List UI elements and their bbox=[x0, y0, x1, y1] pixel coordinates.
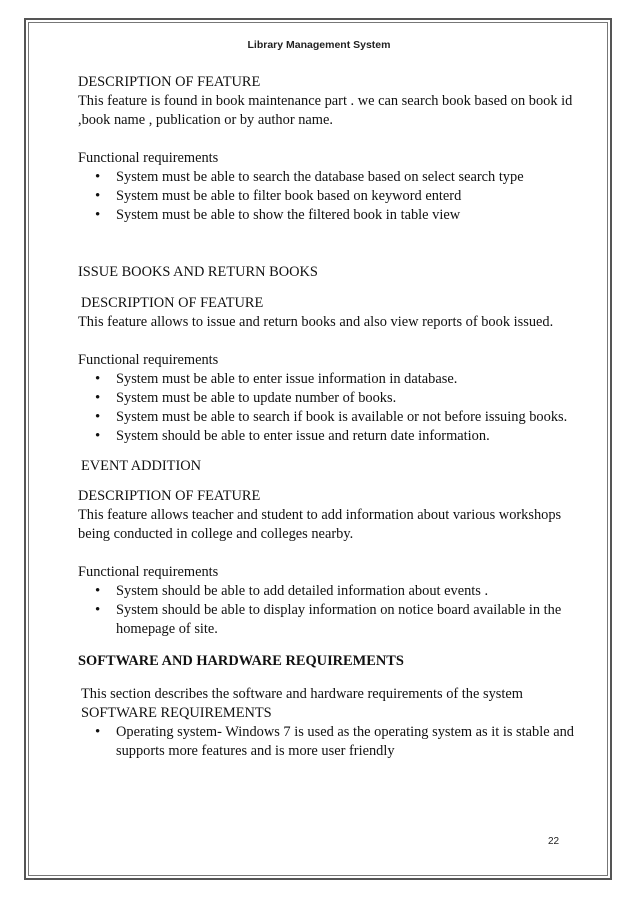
event-description-heading: DESCRIPTION OF FEATURE bbox=[78, 488, 261, 504]
list-item: • Operating system- Windows 7 is used as the operating system as it is stable and supports more features and is more user friendly bbox=[78, 723, 578, 761]
software-section-title: SOFTWARE AND HARDWARE REQUIREMENTS bbox=[78, 653, 404, 669]
event-section-title: EVENT ADDITION bbox=[81, 458, 202, 474]
event-description-text: This feature allows teacher and student to add information about various workshops being conducted in college and colleges nearby. bbox=[78, 507, 562, 542]
search-fr-list bbox=[78, 168, 578, 225]
list-item: • System should be able to enter issue and return date information. bbox=[78, 427, 578, 446]
list-item: • System must be able to show the filtered book in table view bbox=[78, 206, 578, 225]
event-fr-heading: Functional requirements bbox=[78, 564, 219, 580]
issue-description-text: This feature allows to issue and return books and also view reports of book issued. bbox=[78, 314, 554, 330]
issue-fr-heading: Functional requirements bbox=[78, 352, 219, 368]
search-fr-heading: Functional requirements bbox=[78, 150, 219, 166]
list-item: • System must be able to filter book based on keyword enterd bbox=[78, 187, 578, 206]
issue-section-title: ISSUE BOOKS AND RETURN BOOKS bbox=[78, 264, 318, 280]
software-requirements-heading: SOFTWARE REQUIREMENTS bbox=[81, 705, 272, 721]
issue-fr-list bbox=[78, 370, 578, 446]
page-number: 22 bbox=[548, 836, 560, 847]
list-item: • System should be able to display information on notice board available in the homepage of site. bbox=[78, 601, 578, 639]
issue-description-heading: DESCRIPTION OF FEATURE bbox=[81, 295, 264, 311]
search-description-text: This feature is found in book maintenance part . we can search book based on book id ,book name , publication or by author name. bbox=[78, 93, 573, 128]
software-intro: This section describes the software and hardware requirements of the system bbox=[81, 686, 523, 702]
list-item: • System must be able to enter issue information in database. bbox=[78, 370, 578, 389]
list-item: • System must be able to update number of books. bbox=[78, 389, 578, 408]
event-fr-list bbox=[78, 582, 578, 639]
software-list bbox=[78, 723, 578, 761]
page-header: Library Management System bbox=[247, 39, 391, 51]
list-item: • System should be able to add detailed information about events . bbox=[78, 582, 578, 601]
page-content bbox=[78, 73, 578, 761]
list-item: • System must be able to search the database based on select search type bbox=[78, 168, 578, 187]
list-item: • System must be able to search if book is available or not before issuing books. bbox=[78, 408, 578, 427]
search-description-heading: DESCRIPTION OF FEATURE bbox=[78, 74, 261, 90]
